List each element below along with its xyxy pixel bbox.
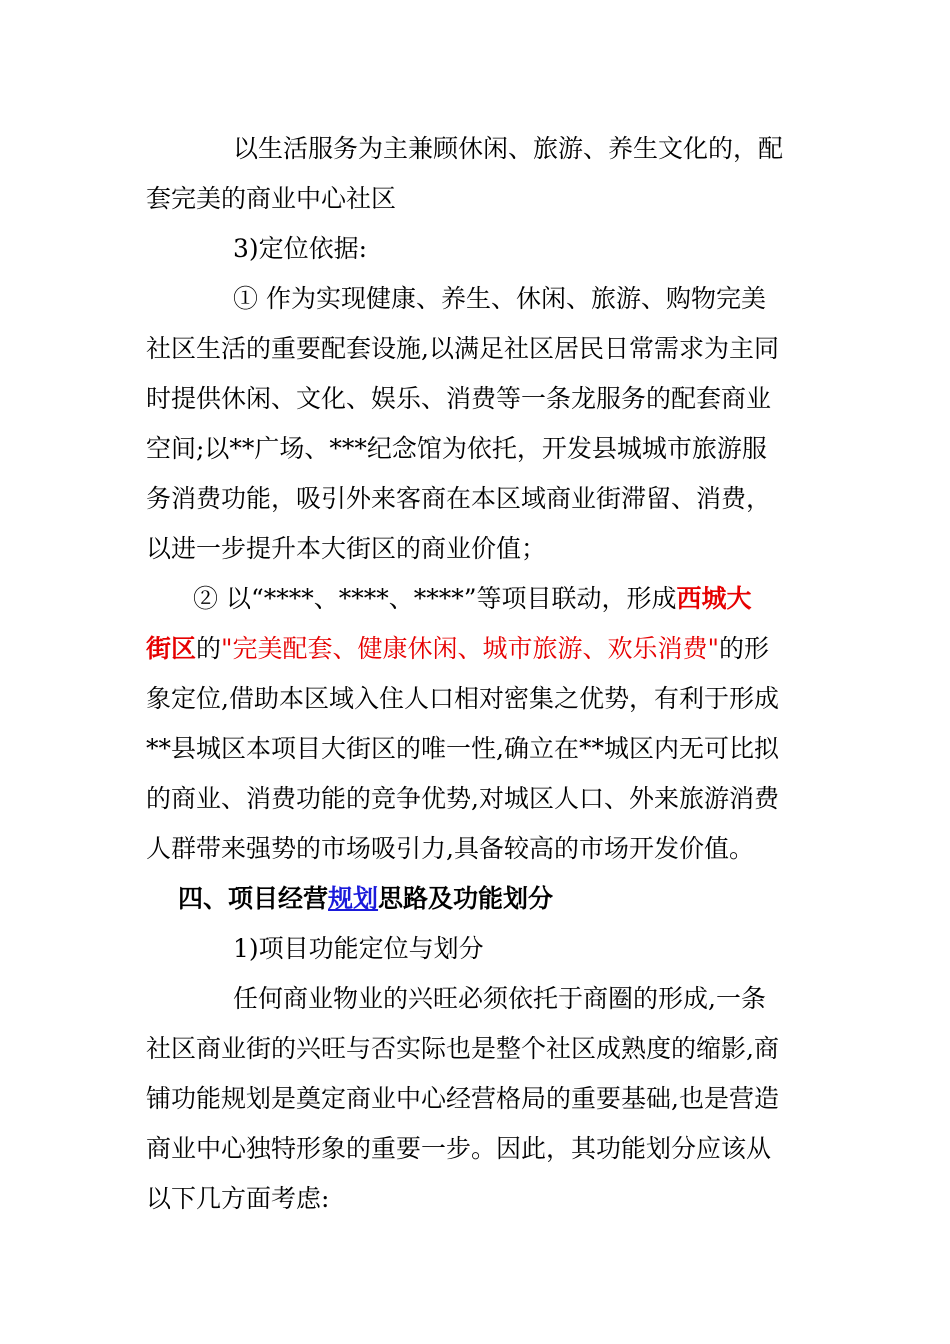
paragraph-line: 任何商业物业的兴旺必须依托于商圈的形成,一条 bbox=[233, 984, 766, 1013]
paragraph-line: **县城区本项目大街区的唯一性,确立在**城区内无可比拟 bbox=[146, 734, 779, 763]
paragraph-line bbox=[193, 582, 752, 616]
paragraph-line: 空间;以**广场、***纪念馆为依托，开发县城城市旅游服 bbox=[146, 434, 767, 463]
highlight-quote: "完美配套、健康休闲、城市旅游、欢乐消费" bbox=[221, 634, 720, 663]
paragraph-line: 的商业、消费功能的竞争优势,对城区人口、外来旅游消费 bbox=[146, 784, 779, 813]
heading-text: 思路及功能划分 bbox=[378, 884, 554, 913]
section-heading bbox=[178, 882, 553, 916]
text-run: ② 以“****、****、****”等项目联动，形成 bbox=[193, 584, 677, 613]
paragraph-line bbox=[146, 632, 769, 666]
paragraph-line: 象定位,借助本区域入住人口相对密集之优势，有利于形成 bbox=[146, 684, 779, 713]
paragraph-line: 商业中心独特形象的重要一步。因此，其功能划分应该从 bbox=[146, 1134, 772, 1163]
paragraph-line: 以生活服务为主兼顾休闲、旅游、养生文化的，配 bbox=[233, 134, 784, 163]
subsection-label: 1)项目功能定位与划分 bbox=[233, 934, 484, 963]
paragraph-line: 以下几方面考虑: bbox=[146, 1184, 330, 1213]
paragraph-line: 人群带来强势的市场吸引力,具备较高的市场开发价值。 bbox=[146, 834, 754, 863]
paragraph-line: 时提供休闲、文化、娱乐、消费等一条龙服务的配套商业 bbox=[146, 384, 772, 413]
paragraph-line: ① 作为实现健康、养生、休闲、旅游、购物完美 bbox=[233, 284, 766, 313]
heading-text: 四、项目经营 bbox=[178, 884, 329, 913]
paragraph-line: 铺功能规划是奠定商业中心经营格局的重要基础,也是营造 bbox=[146, 1084, 779, 1113]
text-run: 的形 bbox=[719, 634, 770, 663]
paragraph-line: 套完美的商业中心社区 bbox=[146, 184, 397, 213]
paragraph-line: 社区商业街的兴旺与否实际也是整个社区成熟度的缩影,商 bbox=[146, 1034, 779, 1063]
section-label: 3)定位依据: bbox=[233, 234, 368, 263]
highlight-text: 西城大 bbox=[676, 584, 752, 613]
highlight-text: 街区 bbox=[146, 634, 197, 663]
heading-link[interactable]: 规划 bbox=[328, 884, 379, 913]
paragraph-line: 务消费功能，吸引外来客商在本区域商业街滞留、消费， bbox=[146, 484, 772, 513]
text-run: 的 bbox=[196, 634, 222, 663]
paragraph-line: 社区生活的重要配套设施,以满足社区居民日常需求为主同 bbox=[146, 334, 779, 363]
paragraph-line: 以进一步提升本大街区的商业价值； bbox=[146, 534, 547, 563]
